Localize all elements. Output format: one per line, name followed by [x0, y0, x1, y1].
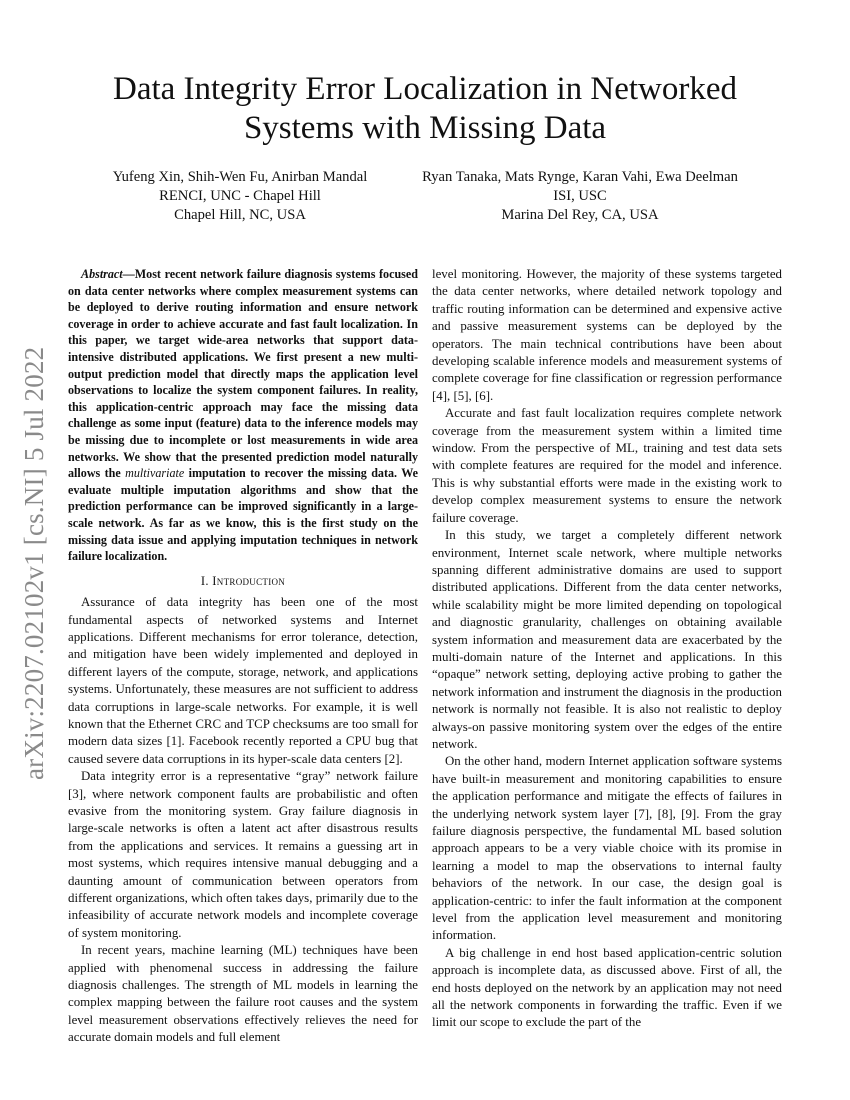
author-location-right: Marina Del Rey, CA, USA — [501, 207, 659, 223]
right-column — [432, 266, 782, 1032]
section-heading-introduction: I. Introduction — [200, 573, 286, 588]
right-paragraph-4: On the other hand, modern Internet application software systems have built-in measurement and monitoring capabilities to ensure the application performance and mitigate the effects of failures in the underlying network system layer [7], [8], [9]. From the gray failure diagnosis perspective, the fundamental ML based solution approach appears to be a very viable choice with its promise in learning a model to map the observations to internal faulty behaviors of the network. In our case, the design goal is application-centric: to infer the fault information at the component level from the application level measurement and monitoring information. — [432, 754, 782, 943]
author-block-right — [405, 168, 755, 225]
author-affiliation-right: ISI, USC — [553, 188, 607, 204]
abstract-text-before: Most recent network failure diagnosis systems focused on data center networks where complex measurement systems can be deployed to derive routing information and ensure network coverage in order to achieve accurate and fast fault localization. In this paper, we target wide-area networks that support data-intensive distributed applications. We first present a new multi-output prediction model that directly maps the application level observations to localize the system component failures. In reality, this application-centric approach may face the missing data challenge as some input (feature) data to the inference models may be missing due to incomplete or lost measurements in wide area networks. We show that the presented prediction model naturally allows the — [68, 267, 418, 481]
right-paragraph-3: In this study, we target a completely different network environment, Internet scale network, where multiple networks spanning different administrative domains are used to support distributed applications. Different from the data center networks, while scalability might be more limited depending on topological and diagnostic granularity, challenges on obtaining available system information and measurement data are exacerbated by the multi-domain nature of the Internet and applications. In this “opaque” network setting, deploying active probing to gather the network information and instrument the diagnosis in the production network is normally not feasible. It is also not realistic to deploy always-on passive monitoring system over the edges of the entire network. — [432, 528, 782, 751]
right-paragraph-5: A big challenge in end host based application-centric solution approach is incomplete data, as discussed above. First of all, the end hosts deployed on the network by an application may not need all the network components in forwarding the traffic. Even if we limit our scope to exclude the part of the — [432, 945, 782, 1030]
abstract — [68, 266, 418, 565]
abstract-italic-word: multivariate — [125, 466, 185, 481]
left-column — [68, 266, 418, 1047]
abstract-dash: — — [122, 267, 135, 281]
author-names-right: Ryan Tanaka, Mats Rynge, Karan Vahi, Ewa Deelman — [422, 169, 738, 185]
author-location-left: Chapel Hill, NC, USA — [174, 207, 306, 223]
abstract-label: Abstract — [81, 267, 123, 281]
abstract-text-after: imputation to recover the missing data. We evaluate multiple imputation algorithms and show that the prediction performance can be improved significantly in a large-scale network. As far as we know, this is the first study on the missing data issue and applying imputation techniques in network failure localization. — [68, 466, 419, 564]
right-paragraph-2: Accurate and fast fault localization requires complete network coverage from the measurement system within a limited time window. From the perspective of ML, training and test data sets with complete features are required for the model and inference. This is why substantial efforts were made in the existing work to develop complex measurement systems to ensure the network failure coverage. — [432, 406, 782, 525]
arxiv-identifier-stamp: arXiv:2207.02102v1 [cs.NI] 5 Jul 2022 — [19, 346, 49, 780]
paper-title: Data Integrity Error Localization in Networked Systems with Missing Data — [112, 71, 737, 146]
author-affiliation-left: RENCI, UNC - Chapel Hill — [159, 188, 321, 204]
intro-paragraph-3: In recent years, machine learning (ML) techniques have been applied with phenomenal success in addressing the failure diagnosis challenges. The strength of ML models in learning the complex mapping between the failure root causes and the system level measurement observations effectively relieves the need for accurate domain models and full element — [68, 943, 418, 1045]
intro-paragraph-2: Data integrity error is a representative “gray” network failure [3], where network component faults are probabilistic and often evasive from the monitoring system. Gray failure diagnosis in large-scale networks is often a latent act after disastrous results from the applications and services. It remains a guessing art in most systems, which requires intensive manual debugging and a daunting amount of communication between operators from different organizations, which often takes days, primarily due to the infeasibility of accurate network models and incomplete coverage of system monitoring. — [68, 769, 418, 940]
intro-paragraph-1: Assurance of data integrity has been one of the most fundamental aspects of networked systems and Internet applications. Different mechanisms for error tolerance, detection, and mitigation have been widely implemented and deployed in different layers of the compute, storage, network, and applications systems. Unfortunately, these measures are not sufficient to address data corruptions in large-scale networks. For example, it is well known that the Ethernet CRC and TCP checksums are too small for modern data sizes [1]. Facebook recently reported a CPU bug that caused severe data corruptions in its hyper-scale data centers [2]. — [68, 595, 418, 766]
author-block-left — [75, 168, 405, 225]
author-names-left: Yufeng Xin, Shih-Wen Fu, Anirban Mandal — [112, 169, 368, 185]
right-paragraph-1: level monitoring. However, the majority of these systems targeted the data center networks, where detailed network topology and traffic routing information can be determined and expensive active and passive measurement systems can be deployed by the operators. The main technical contributions have been about developing scalable inference models and measurement systems of complete coverage for fine classification or regression performance [4], [5], [6]. — [432, 267, 782, 403]
